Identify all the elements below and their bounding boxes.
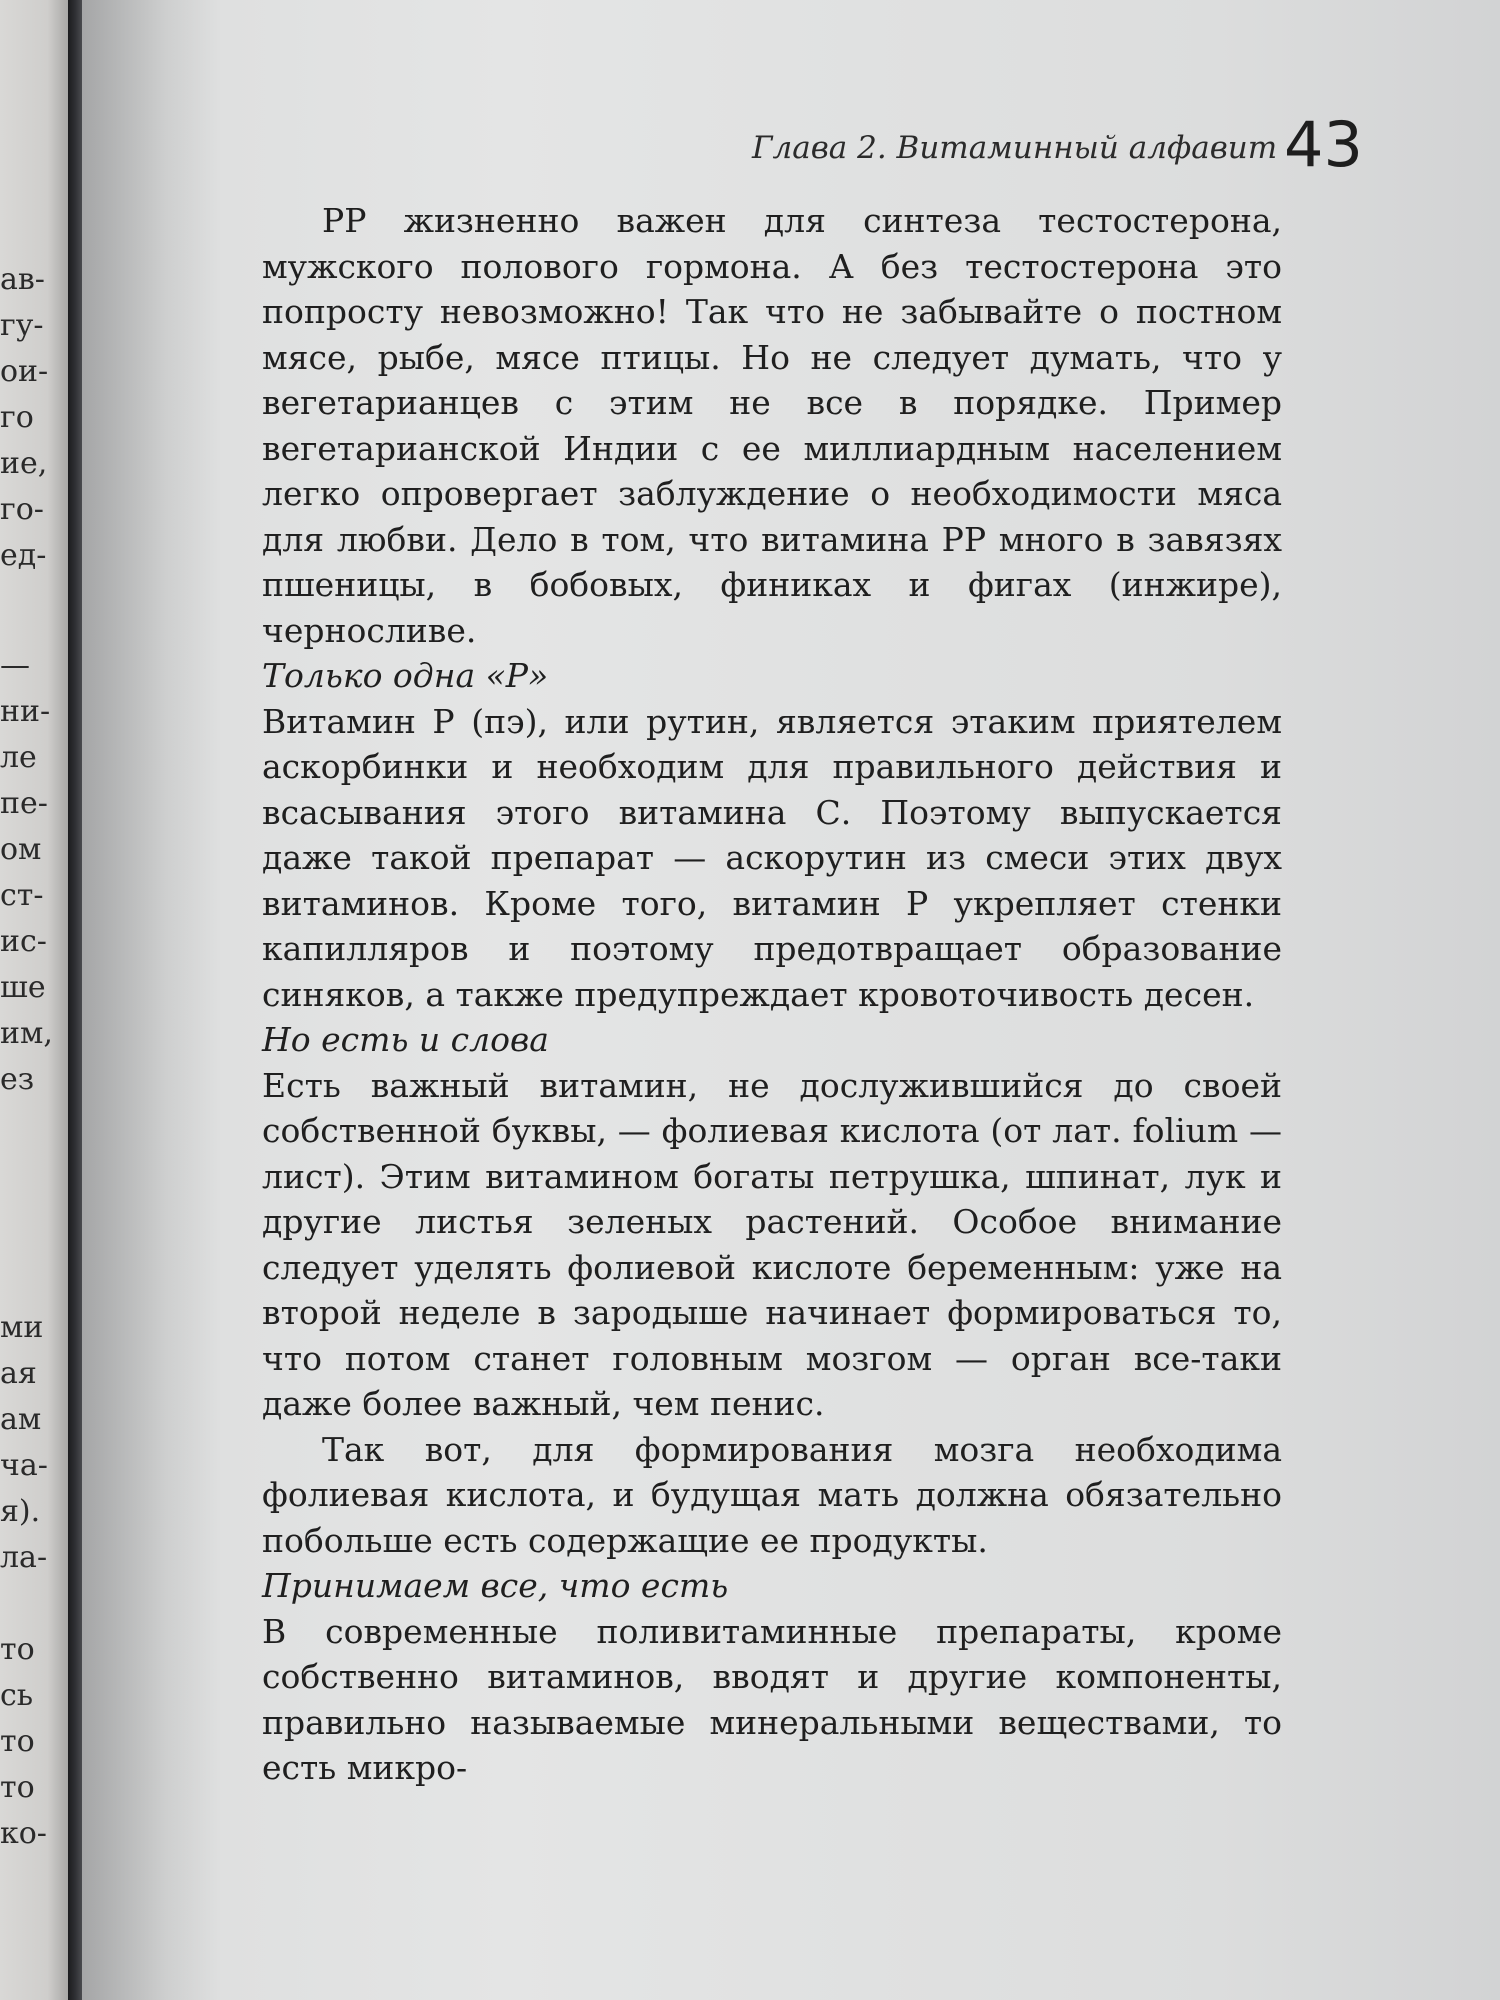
previous-page-edge — [0, 0, 68, 2000]
section-heading: Но есть и слова — [262, 1020, 549, 1059]
page-fragment: ав- — [0, 262, 45, 297]
page-fragment: ои- — [0, 354, 49, 389]
paragraph: Так вот, для формирования мозга необходима фолиевая кислота, и будущая мать должна обязательно побольше есть содержащие ее продукты. — [262, 1429, 1282, 1560]
page-fragment: го — [0, 400, 34, 435]
page-fragment: ам — [0, 1402, 42, 1437]
paragraph: РР жизненно важен для синтеза тестостерона, мужского полового гормона. А без тестостерона это попросту невозможно! Так что не забывайте о постном мясе, рыбе, мясе птицы. Но не следует думать, что у вегетарианцев с этим не все в порядке. Пример вегетарианской Индии с ее миллиардным населением легко опровергает заблуждение о необходимости мяса для любви. Дело в том, что витамина РР много в завязях пшеницы, в бобовых, финиках и фигах (инжире), черносливе. — [262, 201, 1282, 650]
page-number: 43 — [1284, 108, 1363, 181]
paragraph: В современные поливитаминные препараты, кроме собственно витаминов, вводят и другие компоненты, правильно называемые минеральными веществами, то есть микро- — [262, 1611, 1282, 1787]
page-fragment: то — [0, 1724, 35, 1759]
section-heading: Принимаем все, что есть — [262, 1566, 729, 1605]
page-fragment: — — [0, 648, 30, 683]
page-header — [752, 108, 1363, 190]
page-fragment: ле — [0, 740, 37, 775]
page-fragment: ие, — [0, 446, 48, 481]
page-fragment: ко- — [0, 1816, 47, 1851]
page-fragment: ом — [0, 832, 42, 867]
page-fragment: пе- — [0, 786, 48, 821]
page-fragment: ед- — [0, 538, 47, 573]
page-fragment: ни- — [0, 694, 51, 729]
page-fragment: ст- — [0, 878, 44, 913]
page-fragment: ая — [0, 1356, 37, 1391]
page-fragment: ез — [0, 1062, 35, 1097]
page-fragment: ми — [0, 1310, 44, 1345]
page-fragment: сь — [0, 1678, 34, 1713]
paragraph: Витамин Р (пэ), или рутин, является этаким приятелем аскорбинки и необходим для правильного действия и всасывания этого витамина С. Поэтому выпускается даже такой препарат — аскорутин из смеси этих двух витаминов. Кроме того, витамин Р укрепляет стенки капилляров и поэтому предотвращает образование синяков, а также предупреждает кровоточивость десен. — [262, 701, 1282, 1014]
page-fragment: то — [0, 1770, 35, 1805]
page-fragment: то — [0, 1632, 35, 1667]
running-head: Глава 2. Витаминный алфавит — [752, 130, 1278, 166]
page-body — [262, 198, 1282, 1791]
book-page — [82, 0, 1500, 2000]
page-fragment: я). — [0, 1494, 41, 1529]
page-fragment: ча- — [0, 1448, 48, 1483]
book-spine — [68, 0, 82, 2000]
page-fragment: ис- — [0, 924, 47, 959]
page-fragment: ше — [0, 970, 46, 1005]
paragraph: Есть важный витамин, не дослужившийся до своей собственной буквы, — фолиевая кислота (от лат. folium — лист). Этим витамином богаты петрушка, шпинат, лук и другие листья зеленых растений. Особое внимание следует уделять фолиевой кислоте беременным: уже на второй неделе в зародыше начинает формироваться то, что потом станет головным мозгом — орган все-таки даже более важный, чем пенис. — [262, 1065, 1282, 1423]
page-fragment: го- — [0, 492, 44, 527]
page-fragment: ла- — [0, 1540, 48, 1575]
page-fragment: гу- — [0, 308, 44, 343]
page-fragment: им, — [0, 1016, 53, 1051]
section-heading: Только одна «Р» — [262, 656, 549, 695]
